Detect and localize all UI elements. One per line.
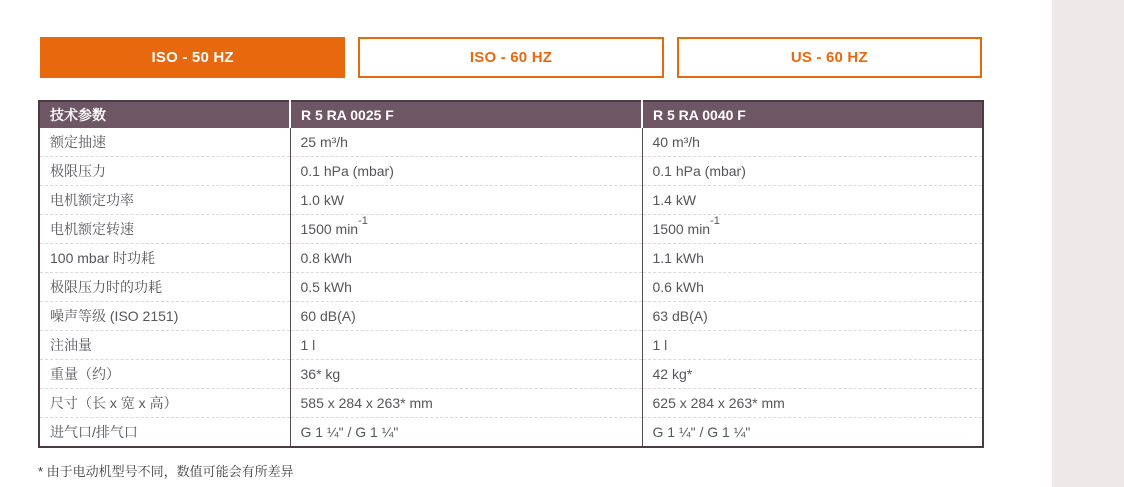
spec-value-cell: 40 m³/h (642, 128, 983, 157)
spec-value-cell: 25 m³/h (290, 128, 642, 157)
spec-label-cell: 100 mbar 时功耗 (39, 244, 290, 273)
spec-value-cell: 1 l (290, 331, 642, 360)
spec-value-cell: 60 dB(A) (290, 302, 642, 331)
table-row (39, 418, 983, 448)
spec-label-cell: 尺寸（长 x 宽 x 高） (39, 389, 290, 418)
spec-value-cell: 0.6 kWh (642, 273, 983, 302)
table-header-row (39, 101, 983, 128)
table-row (39, 186, 983, 215)
tab-iso-60hz[interactable]: ISO - 60 HZ (358, 37, 663, 78)
header-model-0025f: R 5 RA 0025 F (290, 101, 642, 128)
frequency-tabs (40, 37, 982, 78)
spec-value-cell: 1500 $\min^{-1}$ (290, 215, 642, 244)
spec-label-cell: 电机额定功率 (39, 186, 290, 215)
spec-label-cell: 电机额定转速 (39, 215, 290, 244)
spec-value-cell: 1.1 kWh (642, 244, 983, 273)
spec-value-cell: 0.5 kWh (290, 273, 642, 302)
spec-value-cell: 0.1 hPa (mbar) (642, 157, 983, 186)
header-model-0040f: R 5 RA 0040 F (642, 101, 983, 128)
spec-value-cell: 1.0 kW (290, 186, 642, 215)
superscript-unit: -1 (710, 215, 720, 228)
spec-label-cell: 重量（约） (39, 360, 290, 389)
spec-table-body (39, 128, 983, 447)
page-gutter (1052, 0, 1124, 487)
spec-value-cell: G 1 ¼" / G 1 ¼" (290, 418, 642, 448)
spec-label-cell: 进气口/排气口 (39, 418, 290, 448)
spec-label-cell: 极限压力时的功耗 (39, 273, 290, 302)
spec-value-cell: G 1 ¼" / G 1 ¼" (642, 418, 983, 448)
tab-iso-50hz[interactable]: ISO - 50 HZ (40, 37, 345, 78)
spec-value-cell: 42 kg* (642, 360, 983, 389)
table-row (39, 244, 983, 273)
spec-label-cell: 极限压力 (39, 157, 290, 186)
tab-us-60hz[interactable]: US - 60 HZ (677, 37, 982, 78)
table-row (39, 360, 983, 389)
table-row (39, 215, 983, 244)
spec-label-cell: 额定抽速 (39, 128, 290, 157)
spec-table (38, 100, 984, 448)
spec-value-cell: 1 l (642, 331, 983, 360)
spec-section (38, 0, 982, 480)
footnote: * 由于电动机型号不同，数值可能会有所差异 (38, 464, 294, 479)
spec-label-cell: 注油量 (39, 331, 290, 360)
table-row (39, 302, 983, 331)
spec-value-cell: 625 x 284 x 263* mm (642, 389, 983, 418)
spec-value-cell: 1.4 kW (642, 186, 983, 215)
superscript-unit: -1 (358, 215, 368, 228)
spec-value-cell: 63 dB(A) (642, 302, 983, 331)
spec-value-cell: 36* kg (290, 360, 642, 389)
spec-value-cell: 585 x 284 x 263* mm (290, 389, 642, 418)
spec-table-wrap (38, 100, 982, 448)
table-row (39, 331, 983, 360)
header-parameters: 技术参数 (39, 101, 290, 128)
spec-value-cell: 0.1 hPa (mbar) (290, 157, 642, 186)
table-row (39, 157, 983, 186)
table-row (39, 128, 983, 157)
table-row (39, 273, 983, 302)
spec-value-cell: 0.8 kWh (290, 244, 642, 273)
spec-label-cell: 噪声等级 (ISO 2151) (39, 302, 290, 331)
spec-value-cell: 1500 $\min^{-1}$ (642, 215, 983, 244)
table-row (39, 389, 983, 418)
